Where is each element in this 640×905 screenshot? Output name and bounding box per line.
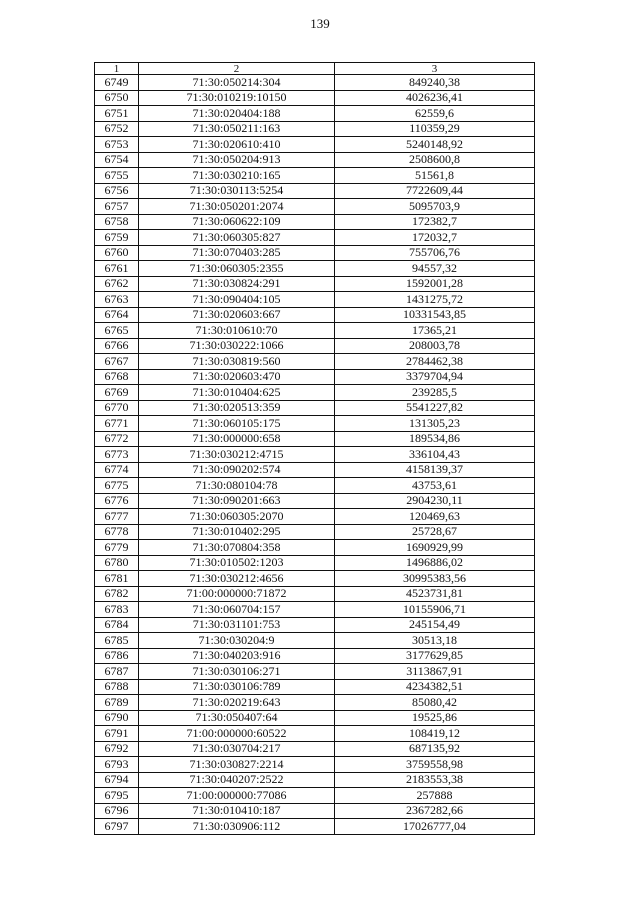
value-cell: 3379704,94 [335, 369, 535, 385]
table-row [95, 90, 535, 106]
table-row [95, 338, 535, 354]
row-number-cell: 6783 [95, 602, 139, 618]
cadastral-number-cell: 71:30:030210:165 [139, 168, 335, 184]
table-row [95, 416, 535, 432]
value-cell: 5240148,92 [335, 137, 535, 153]
row-number-cell: 6796 [95, 803, 139, 819]
cadastral-number-cell: 71:30:030827:2214 [139, 757, 335, 773]
value-cell: 172032,7 [335, 230, 535, 246]
table-header-row [95, 63, 535, 75]
row-number-cell: 6791 [95, 726, 139, 742]
cadastral-number-cell: 71:30:030212:4656 [139, 571, 335, 587]
table-row [95, 261, 535, 277]
row-number-cell: 6766 [95, 338, 139, 354]
cadastral-number-cell: 71:30:060622:109 [139, 214, 335, 230]
value-cell: 189534,86 [335, 431, 535, 447]
cadastral-number-cell: 71:30:010502:1203 [139, 555, 335, 571]
row-number-cell: 6755 [95, 168, 139, 184]
row-number-cell: 6786 [95, 648, 139, 664]
table-row [95, 509, 535, 525]
row-number-cell: 6778 [95, 524, 139, 540]
table-row [95, 540, 535, 556]
table-row [95, 571, 535, 587]
value-cell: 131305,23 [335, 416, 535, 432]
table-row [95, 757, 535, 773]
table-row [95, 369, 535, 385]
value-cell: 94557,32 [335, 261, 535, 277]
cadastral-number-cell: 71:30:090404:105 [139, 292, 335, 308]
table-row [95, 710, 535, 726]
table-row [95, 431, 535, 447]
value-cell: 336104,43 [335, 447, 535, 463]
cadastral-number-cell: 71:30:030819:560 [139, 354, 335, 370]
value-cell: 5095703,9 [335, 199, 535, 215]
table-row [95, 447, 535, 463]
cadastral-number-cell: 71:30:050201:2074 [139, 199, 335, 215]
cadastral-number-cell: 71:30:030704:217 [139, 741, 335, 757]
table-row [95, 121, 535, 137]
value-cell: 19525,86 [335, 710, 535, 726]
table-row [95, 462, 535, 478]
row-number-cell: 6752 [95, 121, 139, 137]
table-row [95, 664, 535, 680]
table-row [95, 819, 535, 835]
table-row [95, 75, 535, 91]
value-cell: 1592001,28 [335, 276, 535, 292]
table-row [95, 788, 535, 804]
row-number-cell: 6762 [95, 276, 139, 292]
cadastral-number-cell: 71:30:060305:2355 [139, 261, 335, 277]
row-number-cell: 6774 [95, 462, 139, 478]
table-row [95, 400, 535, 416]
cadastral-number-cell: 71:30:020219:643 [139, 695, 335, 711]
table-row [95, 695, 535, 711]
table-row [95, 741, 535, 757]
row-number-cell: 6749 [95, 75, 139, 91]
row-number-cell: 6782 [95, 586, 139, 602]
cadastral-number-cell: 71:30:020404:188 [139, 106, 335, 122]
value-cell: 5541227,82 [335, 400, 535, 416]
cadastral-number-cell: 71:30:030204:9 [139, 633, 335, 649]
row-number-cell: 6753 [95, 137, 139, 153]
cadastral-number-cell: 71:30:050204:913 [139, 152, 335, 168]
cadastral-number-cell: 71:30:020610:410 [139, 137, 335, 153]
page-number: 139 [310, 16, 330, 31]
row-number-cell: 6790 [95, 710, 139, 726]
value-cell: 4523731,81 [335, 586, 535, 602]
table-row [95, 307, 535, 323]
cadastral-number-cell: 71:30:090202:574 [139, 462, 335, 478]
row-number-cell: 6785 [95, 633, 139, 649]
cadastral-number-cell: 71:30:020513:359 [139, 400, 335, 416]
value-cell: 172382,7 [335, 214, 535, 230]
row-number-cell: 6784 [95, 617, 139, 633]
value-cell: 85080,42 [335, 695, 535, 711]
cadastral-number-cell: 71:30:010404:625 [139, 385, 335, 401]
cadastral-number-cell: 71:30:030212:4715 [139, 447, 335, 463]
value-cell: 7722609,44 [335, 183, 535, 199]
row-number-cell: 6760 [95, 245, 139, 261]
cadastral-number-cell: 71:30:070403:285 [139, 245, 335, 261]
value-cell: 1496886,02 [335, 555, 535, 571]
table-row [95, 478, 535, 494]
value-cell: 10331543,85 [335, 307, 535, 323]
cadastral-number-cell: 71:30:080104:78 [139, 478, 335, 494]
value-cell: 3113867,91 [335, 664, 535, 680]
row-number-cell: 6775 [95, 478, 139, 494]
row-number-cell: 6779 [95, 540, 139, 556]
table-row [95, 199, 535, 215]
row-number-cell: 6797 [95, 819, 139, 835]
row-number-cell: 6772 [95, 431, 139, 447]
row-number-cell: 6756 [95, 183, 139, 199]
table-row [95, 679, 535, 695]
table-row [95, 633, 535, 649]
table-row [95, 106, 535, 122]
table-row [95, 524, 535, 540]
row-number-cell: 6787 [95, 664, 139, 680]
table-row [95, 385, 535, 401]
row-number-cell: 6781 [95, 571, 139, 587]
row-number-cell: 6763 [95, 292, 139, 308]
table-row [95, 152, 535, 168]
value-cell: 17026777,04 [335, 819, 535, 835]
column-header-1: 1 [95, 63, 139, 75]
table-row [95, 354, 535, 370]
row-number-cell: 6780 [95, 555, 139, 571]
cadastral-number-cell: 71:30:070804:358 [139, 540, 335, 556]
row-number-cell: 6771 [95, 416, 139, 432]
cadastral-number-cell: 71:30:060105:175 [139, 416, 335, 432]
row-number-cell: 6794 [95, 772, 139, 788]
cadastral-number-cell: 71:30:030824:291 [139, 276, 335, 292]
row-number-cell: 6764 [95, 307, 139, 323]
value-cell: 10155906,71 [335, 602, 535, 618]
row-number-cell: 6773 [95, 447, 139, 463]
cadastral-number-cell: 71:30:090201:663 [139, 493, 335, 509]
value-cell: 110359,29 [335, 121, 535, 137]
value-cell: 2904230,11 [335, 493, 535, 509]
value-cell: 4158139,37 [335, 462, 535, 478]
cadastral-number-cell: 71:30:060305:827 [139, 230, 335, 246]
cadastral-number-cell: 71:30:030106:789 [139, 679, 335, 695]
table-row [95, 602, 535, 618]
table-row [95, 245, 535, 261]
table-row [95, 168, 535, 184]
table-row [95, 648, 535, 664]
row-number-cell: 6758 [95, 214, 139, 230]
table-row [95, 214, 535, 230]
cadastral-number-cell: 71:00:000000:71872 [139, 586, 335, 602]
cadastral-number-cell: 71:00:000000:60522 [139, 726, 335, 742]
value-cell: 245154,49 [335, 617, 535, 633]
table-row [95, 586, 535, 602]
row-number-cell: 6751 [95, 106, 139, 122]
value-cell: 1690929,99 [335, 540, 535, 556]
value-cell: 4026236,41 [335, 90, 535, 106]
row-number-cell: 6776 [95, 493, 139, 509]
value-cell: 17365,21 [335, 323, 535, 339]
value-cell: 849240,38 [335, 75, 535, 91]
value-cell: 25728,67 [335, 524, 535, 540]
row-number-cell: 6759 [95, 230, 139, 246]
value-cell: 2183553,38 [335, 772, 535, 788]
row-number-cell: 6761 [95, 261, 139, 277]
cadastral-number-cell: 71:30:020603:470 [139, 369, 335, 385]
table-row [95, 323, 535, 339]
cadastral-number-cell: 71:30:050214:304 [139, 75, 335, 91]
row-number-cell: 6777 [95, 509, 139, 525]
table-row [95, 726, 535, 742]
table-row [95, 772, 535, 788]
table-row [95, 137, 535, 153]
cadastral-number-cell: 71:30:010402:295 [139, 524, 335, 540]
row-number-cell: 6769 [95, 385, 139, 401]
cadastral-number-cell: 71:30:050407:64 [139, 710, 335, 726]
value-cell: 755706,76 [335, 245, 535, 261]
table-row [95, 617, 535, 633]
value-cell: 108419,12 [335, 726, 535, 742]
value-cell: 2784462,38 [335, 354, 535, 370]
cadastral-number-cell: 71:30:030906:112 [139, 819, 335, 835]
cadastral-number-cell: 71:30:010610:70 [139, 323, 335, 339]
cadastral-number-cell: 71:30:031101:753 [139, 617, 335, 633]
value-cell: 2508600,8 [335, 152, 535, 168]
row-number-cell: 6765 [95, 323, 139, 339]
value-cell: 208003,78 [335, 338, 535, 354]
value-cell: 239285,5 [335, 385, 535, 401]
table-row [95, 292, 535, 308]
value-cell: 120469,63 [335, 509, 535, 525]
value-cell: 3177629,85 [335, 648, 535, 664]
cadastral-number-cell: 71:00:000000:77086 [139, 788, 335, 804]
table-row [95, 230, 535, 246]
cadastral-number-cell: 71:30:030106:271 [139, 664, 335, 680]
row-number-cell: 6770 [95, 400, 139, 416]
column-header-3: 3 [335, 63, 535, 75]
value-cell: 30995383,56 [335, 571, 535, 587]
table-row [95, 183, 535, 199]
cadastral-number-cell: 71:30:010219:10150 [139, 90, 335, 106]
table-row [95, 493, 535, 509]
row-number-cell: 6757 [95, 199, 139, 215]
value-cell: 43753,61 [335, 478, 535, 494]
value-cell: 2367282,66 [335, 803, 535, 819]
cadastral-number-cell: 71:30:030113:5254 [139, 183, 335, 199]
cadastral-number-cell: 71:30:010410:187 [139, 803, 335, 819]
row-number-cell: 6754 [95, 152, 139, 168]
cadastral-number-cell: 71:30:020603:667 [139, 307, 335, 323]
value-cell: 51561,8 [335, 168, 535, 184]
table-row [95, 276, 535, 292]
row-number-cell: 6789 [95, 695, 139, 711]
cadastral-number-cell: 71:30:060305:2070 [139, 509, 335, 525]
value-cell: 3759558,98 [335, 757, 535, 773]
row-number-cell: 6792 [95, 741, 139, 757]
cadastral-number-cell: 71:30:040203:916 [139, 648, 335, 664]
table-row [95, 803, 535, 819]
row-number-cell: 6793 [95, 757, 139, 773]
row-number-cell: 6767 [95, 354, 139, 370]
value-cell: 687135,92 [335, 741, 535, 757]
value-cell: 4234382,51 [335, 679, 535, 695]
cadastral-number-cell: 71:30:060704:157 [139, 602, 335, 618]
data-table [94, 62, 535, 835]
row-number-cell: 6788 [95, 679, 139, 695]
cadastral-number-cell: 71:30:050211:163 [139, 121, 335, 137]
cadastral-number-cell: 71:30:040207:2522 [139, 772, 335, 788]
row-number-cell: 6768 [95, 369, 139, 385]
value-cell: 1431275,72 [335, 292, 535, 308]
value-cell: 257888 [335, 788, 535, 804]
table-row [95, 555, 535, 571]
cadastral-number-cell: 71:30:030222:1066 [139, 338, 335, 354]
cadastral-number-cell: 71:30:000000:658 [139, 431, 335, 447]
row-number-cell: 6750 [95, 90, 139, 106]
value-cell: 62559,6 [335, 106, 535, 122]
value-cell: 30513,18 [335, 633, 535, 649]
column-header-2: 2 [139, 63, 335, 75]
row-number-cell: 6795 [95, 788, 139, 804]
